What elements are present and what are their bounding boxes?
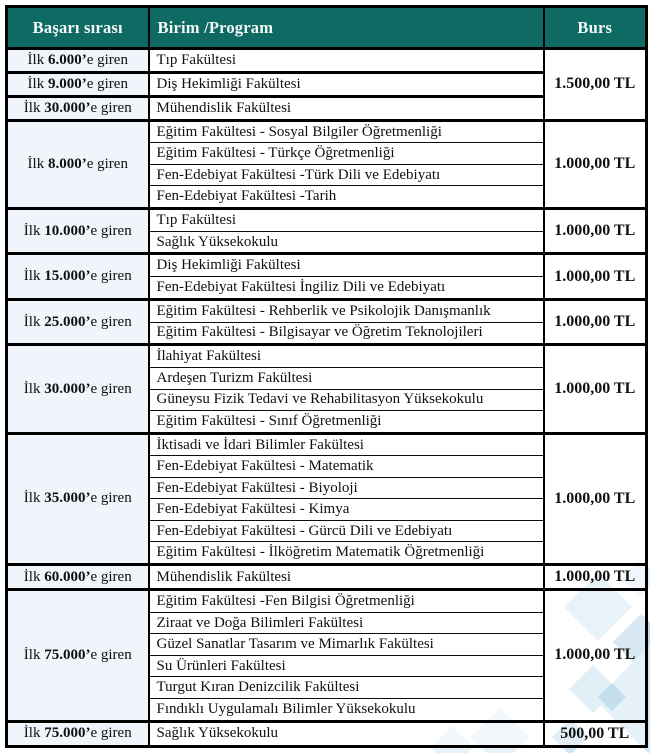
burs-cell: 1.000,00 TL (544, 299, 647, 344)
program-cell: Sağlık Yüksekokulu (149, 231, 544, 254)
program-cell: Eğitim Fakültesi - Rehberlik ve Psikolojik Danışmanlık (149, 299, 544, 322)
program-cell: Eğitim Fakültesi - Sınıf Öğretmenliği (149, 411, 544, 434)
program-cell: Fen-Edebiyat Fakültesi -Tarih (149, 186, 544, 209)
table-row (7, 721, 647, 746)
burs-cell: 1.000,00 TL (544, 120, 647, 208)
header-rank: Başarı sırası (7, 7, 149, 49)
table-row (7, 209, 647, 232)
table-row (7, 565, 647, 590)
rank-cell: İlk 75.000’e giren (7, 721, 149, 746)
burs-cell: 1.500,00 TL (544, 49, 647, 121)
rank-cell: İlk 60.000’e giren (7, 565, 149, 590)
program-cell: Fen-Edebiyat Fakültesi İngiliz Dili ve Edebiyatı (149, 277, 544, 300)
burs-cell: 1.000,00 TL (544, 590, 647, 721)
burs-cell: 500,00 TL (544, 721, 647, 746)
program-cell: Fen-Edebiyat Fakültesi - Kimya (149, 499, 544, 521)
program-cell: Mühendislik Fakültesi (149, 96, 544, 120)
rank-cell: İlk 6.000’e giren (7, 49, 149, 73)
rank-cell: İlk 75.000’e giren (7, 590, 149, 721)
burs-cell: 1.000,00 TL (544, 209, 647, 254)
table-row (7, 299, 647, 322)
program-cell: Eğitim Fakültesi - Türkçe Öğretmenliği (149, 143, 544, 165)
rank-cell: İlk 25.000’e giren (7, 299, 149, 344)
header-program: Birim /Program (149, 7, 544, 49)
table-row (7, 590, 647, 613)
burs-cell: 1.000,00 TL (544, 345, 647, 433)
header-burs: Burs (544, 7, 647, 49)
program-cell: Tıp Fakültesi (149, 49, 544, 73)
program-cell: Fen-Edebiyat Fakültesi - Biyoloji (149, 477, 544, 499)
program-cell: Diş Hekimliği Fakültesi (149, 72, 544, 96)
rank-cell: İlk 9.000’e giren (7, 72, 149, 96)
scholarship-table (5, 5, 648, 748)
program-cell: Diş Hekimliği Fakültesi (149, 254, 544, 277)
program-cell: Eğitim Fakültesi - Sosyal Bilgiler Öğretmenliği (149, 120, 544, 143)
rank-cell: İlk 15.000’e giren (7, 254, 149, 299)
program-cell: Turgut Kıran Denizcilik Fakültesi (149, 677, 544, 699)
burs-cell: 1.000,00 TL (544, 433, 647, 564)
program-cell: Eğitim Fakültesi -Fen Bilgisi Öğretmenliği (149, 590, 544, 613)
rank-cell: İlk 35.000’e giren (7, 433, 149, 564)
program-cell: Mühendislik Fakültesi (149, 565, 544, 590)
table-row (7, 433, 647, 456)
program-cell: İktisadi ve İdari Bilimler Fakültesi (149, 433, 544, 456)
program-cell: Fen-Edebiyat Fakültesi - Gürcü Dili ve Edebiyatı (149, 520, 544, 542)
program-cell: Fındıklı Uygulamalı Bilimler Yüksekokulu (149, 698, 544, 721)
program-cell: Tıp Fakültesi (149, 209, 544, 232)
table-row (7, 120, 647, 143)
program-cell: Sağlık Yüksekokulu (149, 721, 544, 746)
rank-cell: İlk 8.000’e giren (7, 120, 149, 208)
program-cell: Fen-Edebiyat Fakültesi -Türk Dili ve Edebiyatı (149, 164, 544, 186)
table-row (7, 345, 647, 368)
table-row (7, 49, 647, 73)
program-cell: Eğitim Fakültesi - İlköğretim Matematik Öğretmenliği (149, 542, 544, 565)
program-cell: Güzel Sanatlar Tasarım ve Mimarlık Fakültesi (149, 634, 544, 656)
table-row (7, 254, 647, 277)
burs-cell: 1.000,00 TL (544, 254, 647, 299)
program-cell: Ardeşen Turizm Fakültesi (149, 368, 544, 390)
burs-cell: 1.000,00 TL (544, 565, 647, 590)
program-cell: Güneysu Fizik Tedavi ve Rehabilitasyon Yüksekokulu (149, 389, 544, 411)
program-cell: İlahiyat Fakültesi (149, 345, 544, 368)
rank-cell: İlk 10.000’e giren (7, 209, 149, 254)
header-row (7, 7, 647, 49)
program-cell: Fen-Edebiyat Fakültesi - Matematik (149, 456, 544, 478)
rank-cell: İlk 30.000’e giren (7, 345, 149, 433)
program-cell: Su Ürünleri Fakültesi (149, 655, 544, 677)
program-cell: Eğitim Fakültesi - Bilgisayar ve Öğretim Teknolojileri (149, 322, 544, 345)
program-cell: Ziraat ve Doğa Bilimleri Fakültesi (149, 612, 544, 634)
rank-cell: İlk 30.000’e giren (7, 96, 149, 120)
